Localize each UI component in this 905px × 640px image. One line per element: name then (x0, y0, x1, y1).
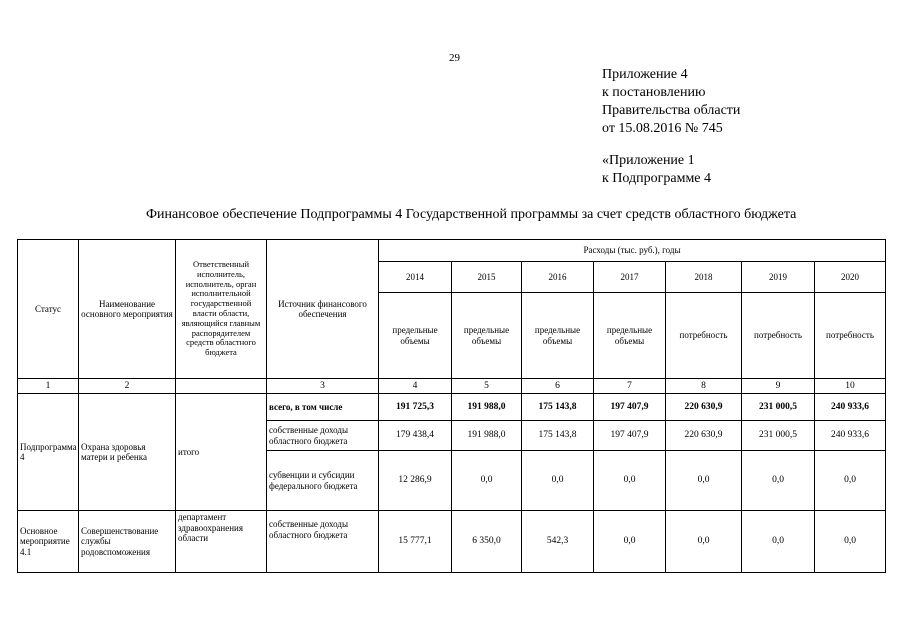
name-cell: Совершенствование службы родовспоможения (79, 511, 176, 573)
value-cell: 220 630,9 (666, 421, 742, 451)
value-cell: 15 777,1 (379, 511, 452, 573)
value-cell: 542,3 (522, 511, 594, 573)
document-title: Финансовое обеспечение Подпрограммы 4 Государственной программы за счет средств областного бюджета (146, 207, 797, 222)
header-year: 2015 (452, 262, 522, 293)
source-cell: собственные доходы областного бюджета (267, 421, 379, 451)
table-row (18, 394, 886, 421)
header-kind: потребность (666, 293, 742, 379)
value-cell: 240 933,6 (815, 421, 886, 451)
column-number: 1 (18, 379, 79, 394)
page-number: 29 (449, 52, 460, 64)
header-kind: предельные объемы (452, 293, 522, 379)
value-cell: 231 000,5 (742, 394, 815, 421)
responsible-cell: итого (176, 394, 267, 511)
column-number: 9 (742, 379, 815, 394)
value-cell: 191 725,3 (379, 394, 452, 421)
column-number: 7 (594, 379, 666, 394)
column-number: 5 (452, 379, 522, 394)
header-row (18, 240, 886, 262)
value-cell: 179 438,4 (379, 421, 452, 451)
header-year: 2017 (594, 262, 666, 293)
header-kind: потребность (742, 293, 815, 379)
header-year: 2019 (742, 262, 815, 293)
appendix-quote-block (602, 152, 711, 188)
header-status: Статус (18, 240, 79, 379)
value-cell: 231 000,5 (742, 421, 815, 451)
value-cell: 197 407,9 (594, 421, 666, 451)
value-cell: 197 407,9 (594, 394, 666, 421)
header-kind: предельные объемы (522, 293, 594, 379)
column-number-empty (176, 379, 267, 394)
value-cell: 0,0 (742, 451, 815, 511)
appendix-line: Правительства области (602, 103, 741, 118)
value-cell: 12 286,9 (379, 451, 452, 511)
value-cell: 240 933,6 (815, 394, 886, 421)
column-number: 8 (666, 379, 742, 394)
header-expenses: Расходы (тыс. руб.), годы (379, 240, 886, 262)
header-year: 2020 (815, 262, 886, 293)
name-cell: Охрана здоровья матери и ребенка (79, 394, 176, 511)
appendix-line: от 15.08.2016 № 745 (602, 121, 723, 136)
source-cell: субвенции и субсидии федерального бюджета (267, 451, 379, 511)
value-cell: 0,0 (815, 511, 886, 573)
appendix-line: Приложение 4 (602, 67, 688, 82)
appendix-block (602, 66, 740, 138)
column-number: 3 (267, 379, 379, 394)
source-cell: всего, в том числе (267, 394, 379, 421)
header-responsible: Ответственный исполнитель, исполнитель, орган исполнительной государственной власти области, являющийся главным распорядителем средств областного бюджета (176, 240, 267, 379)
header-kind: предельные объемы (594, 293, 666, 379)
column-number: 10 (815, 379, 886, 394)
header-year: 2016 (522, 262, 594, 293)
table-row (18, 511, 886, 573)
value-cell: 6 350,0 (452, 511, 522, 573)
value-cell: 0,0 (742, 511, 815, 573)
header-kind: предельные объемы (379, 293, 452, 379)
value-cell: 175 143,8 (522, 394, 594, 421)
source-cell: собственные доходы областного бюджета (267, 511, 379, 573)
column-numbers-row (18, 379, 886, 394)
header-kind: потребность (815, 293, 886, 379)
responsible-cell: департамент здравоохранения области (176, 511, 267, 573)
financing-table (17, 239, 886, 573)
header-name: Наименование основного мероприятия (79, 240, 176, 379)
appendix-quote-line: к Подпрограмме 4 (602, 171, 712, 186)
value-cell: 0,0 (452, 451, 522, 511)
value-cell: 191 988,0 (452, 421, 522, 451)
appendix-line: к постановлению (602, 85, 706, 100)
value-cell: 0,0 (522, 451, 594, 511)
header-year: 2018 (666, 262, 742, 293)
value-cell: 220 630,9 (666, 394, 742, 421)
value-cell: 191 988,0 (452, 394, 522, 421)
value-cell: 0,0 (666, 511, 742, 573)
column-number: 4 (379, 379, 452, 394)
value-cell: 0,0 (666, 451, 742, 511)
value-cell: 0,0 (594, 511, 666, 573)
value-cell: 0,0 (815, 451, 886, 511)
column-number: 2 (79, 379, 176, 394)
value-cell: 0,0 (594, 451, 666, 511)
header-source: Источник финансового обеспечения (267, 240, 379, 379)
header-year: 2014 (379, 262, 452, 293)
status-cell: Основное мероприятие 4.1 (18, 511, 79, 573)
status-cell: Подпрограмма 4 (18, 394, 79, 511)
value-cell: 175 143,8 (522, 421, 594, 451)
column-number: 6 (522, 379, 594, 394)
appendix-quote-line: «Приложение 1 (602, 153, 695, 168)
